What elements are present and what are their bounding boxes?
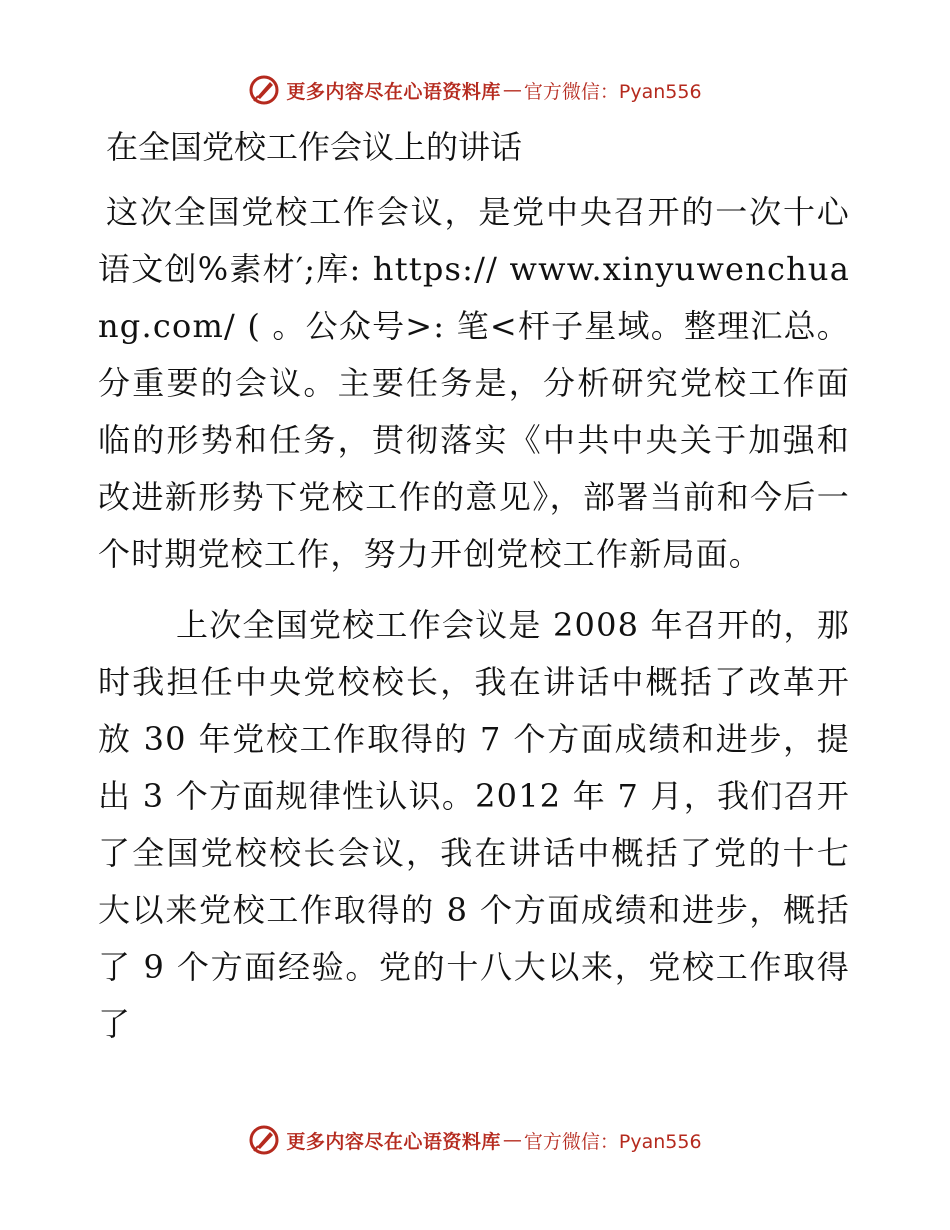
- quill-logo-icon: [248, 1124, 280, 1156]
- header-banner: [0, 70, 950, 110]
- document-title: 在全国党校工作会议上的讲话: [106, 128, 523, 166]
- banner-main-text: 更多内容尽在心语资料库: [286, 80, 501, 103]
- banner-wechat-text: 官方微信：Pyan556: [523, 1130, 702, 1153]
- paragraph-2: 上次全国党校工作会议是 2008 年召开的，那时我担任中央党校校长，我在讲话中概括了改革开放 30 年党校工作取得的 7 个方面成绩和进步，提出 3 个方面规律性认识。2012 年 7 月，我们召开了全国党校校长会议，我在讲话中概括了党的十七大以来党校工作取得的 8 个方面成绩和进步，概括了 9 个方面经验。党的十八大以来，党校工作取得了: [98, 606, 850, 1043]
- banner-dash: —: [502, 79, 522, 101]
- footer-banner: [0, 1120, 950, 1160]
- banner-wechat-text: 官方微信：Pyan556: [523, 80, 702, 103]
- banner-main-text: 更多内容尽在心语资料库: [286, 1130, 501, 1153]
- banner-dash: —: [502, 1129, 522, 1151]
- quill-logo-icon: [248, 74, 280, 106]
- document-body: [98, 122, 850, 1067]
- paragraph-1: 这次全国党校工作会议，是党中央召开的一次十心语文创%素材′;库: https:// www.xinyuwenchuang.com/ ( 。公众号>: 笔<杆子星域。整理汇总。分重要的会议。主要任务是，分析研究党校工作面临的形势和任务，贯彻落实《中共中央关于加强和改进新形势下党校工作的意见》，部署当前和今后一个时期党校工作，努力开创党校工作新局面。: [98, 193, 850, 573]
